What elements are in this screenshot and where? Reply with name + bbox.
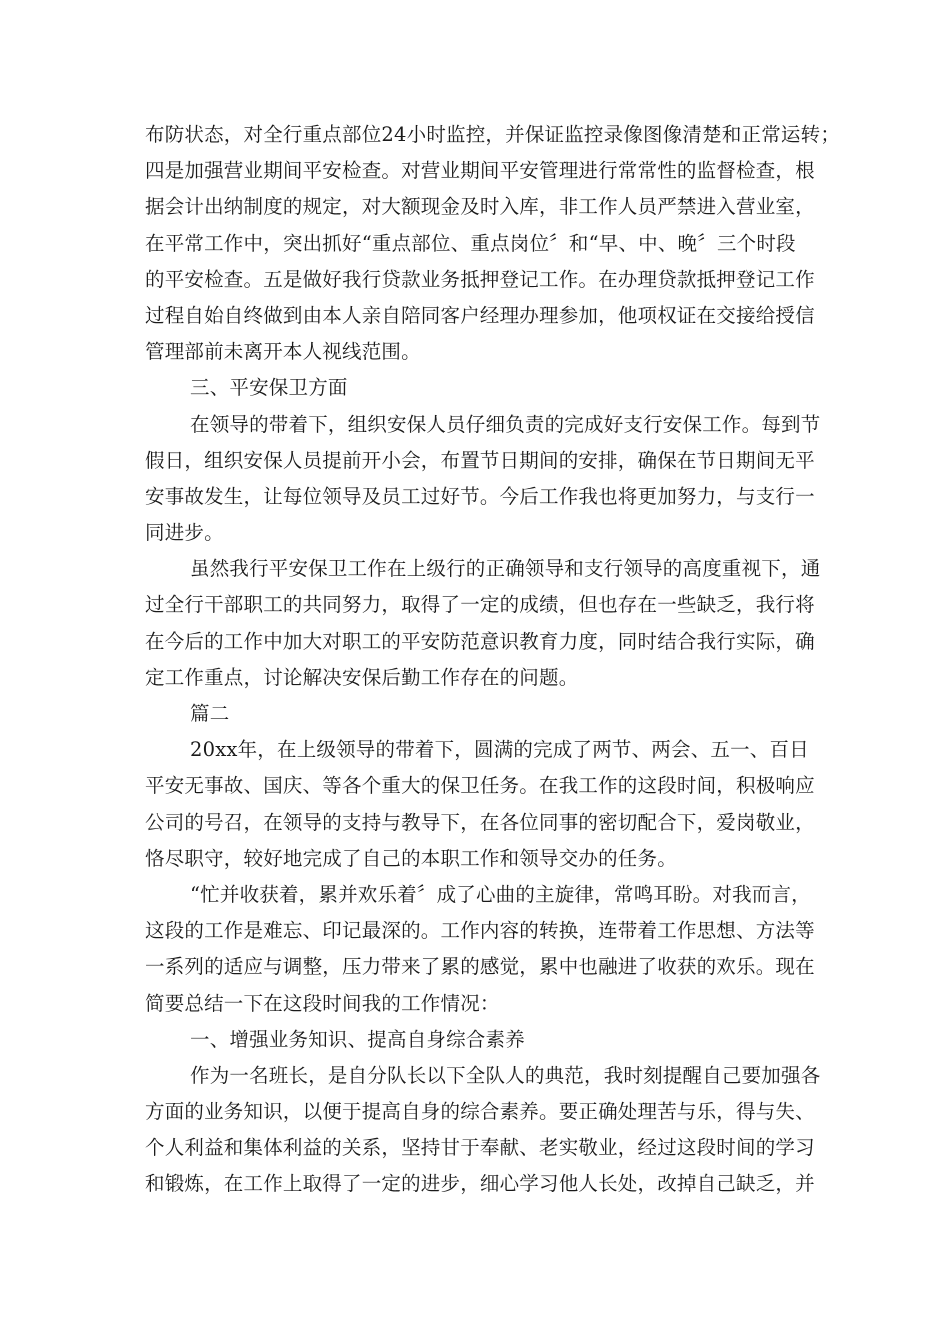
- text-line: 过程自始自终做到由本人亲自陪同客户经理办理参加，他项权证在交接给授信: [145, 303, 815, 327]
- text-line: 在平常工作中，突出抓好“重点部位、重点岗位〞和“早、中、晚〞三个时段: [145, 231, 796, 255]
- text-line: 安事故发生，让每位领导及员工过好节。今后工作我也将更加努力，与支行一: [145, 484, 815, 508]
- text-line: 这段的工作是难忘、印记最深的。工作内容的转换，连带着工作思想、方法等: [145, 919, 815, 943]
- text-line: 作为一名班长，是自分队长以下全队人的典范，我时刻提醒自己要加强各: [190, 1063, 821, 1087]
- document-body: [145, 117, 841, 1203]
- text-line: 三、平安保卫方面: [190, 376, 348, 400]
- text-line: 和锻炼，在工作上取得了一定的进步，细心学习他人长处，改掉自己缺乏，并: [145, 1172, 815, 1196]
- text-line: 定工作重点，讨论解决安保后勤工作存在的问题。: [145, 665, 579, 689]
- text-line: 同进步。: [145, 521, 224, 545]
- text-line: 在今后的工作中加大对职工的平安防范意识教育力度，同时结合我行实际，确: [145, 629, 815, 653]
- text-line: 在领导的带着下，组织安保人员仔细负责的完成好支行安保工作。每到节: [190, 412, 821, 436]
- text-line: 平安无事故、国庆、等各个重大的保卫任务。在我工作的这段时间，积极响应: [145, 774, 815, 798]
- text-line: 四是加强营业期间平安检查。对营业期间平安管理进行常常性的监督检查，根: [145, 159, 815, 183]
- text-line: “忙并收获着，累并欢乐着〞成了心曲的主旋律，常鸣耳盼。对我而言，: [190, 882, 811, 906]
- text-line: 恪尽职守，较好地完成了自己的本职工作和领导交办的任务。: [145, 846, 677, 870]
- text-line: 据会计出纳制度的规定，对大额现金及时入库，非工作人员严禁进入营业室，: [145, 195, 815, 219]
- text-line: 管理部前未离开本人视线范围。: [145, 340, 421, 364]
- text-line: 个人利益和集体利益的关系，坚持甘于奉献、老实敬业，经过这段时间的学习: [145, 1136, 815, 1160]
- text-line: 虽然我行平安保卫工作在上级行的正确领导和支行领导的高度重视下，通: [190, 557, 821, 581]
- text-line: 的平安检查。五是做好我行贷款业务抵押登记工作。在办理贷款抵押登记工作: [145, 267, 815, 291]
- text-line: 一、增强业务知识、提高自身综合素养: [190, 1027, 525, 1051]
- text-line: 简要总结一下在这段时间我的工作情况：: [145, 991, 500, 1015]
- text-line: 布防状态，对全行重点部位24小时监控，并保证监控录像图像清楚和正常运转；: [145, 123, 841, 146]
- text-line: 20xx年，在上级领导的带着下，圆满的完成了两节、两会、五一、百日: [190, 738, 809, 762]
- text-line: 假日，组织安保人员提前开小会，布置节日期间的安排，确保在节日期间无平: [145, 448, 815, 472]
- text-line: 公司的号召，在领导的支持与教导下，在各位同事的密切配合下，爱岗敬业，: [145, 810, 815, 834]
- text-line: 过全行干部职工的共同努力，取得了一定的成绩，但也存在一些缺乏，我行将: [145, 593, 815, 617]
- text-line: 方面的业务知识，以便于提高自身的综合素养。要正确处理苦与乐，得与失、: [145, 1100, 815, 1124]
- text-line: 一系列的适应与调整，压力带来了累的感觉，累中也融进了收获的欢乐。现在: [145, 955, 815, 979]
- text-line: 篇二: [190, 702, 230, 725]
